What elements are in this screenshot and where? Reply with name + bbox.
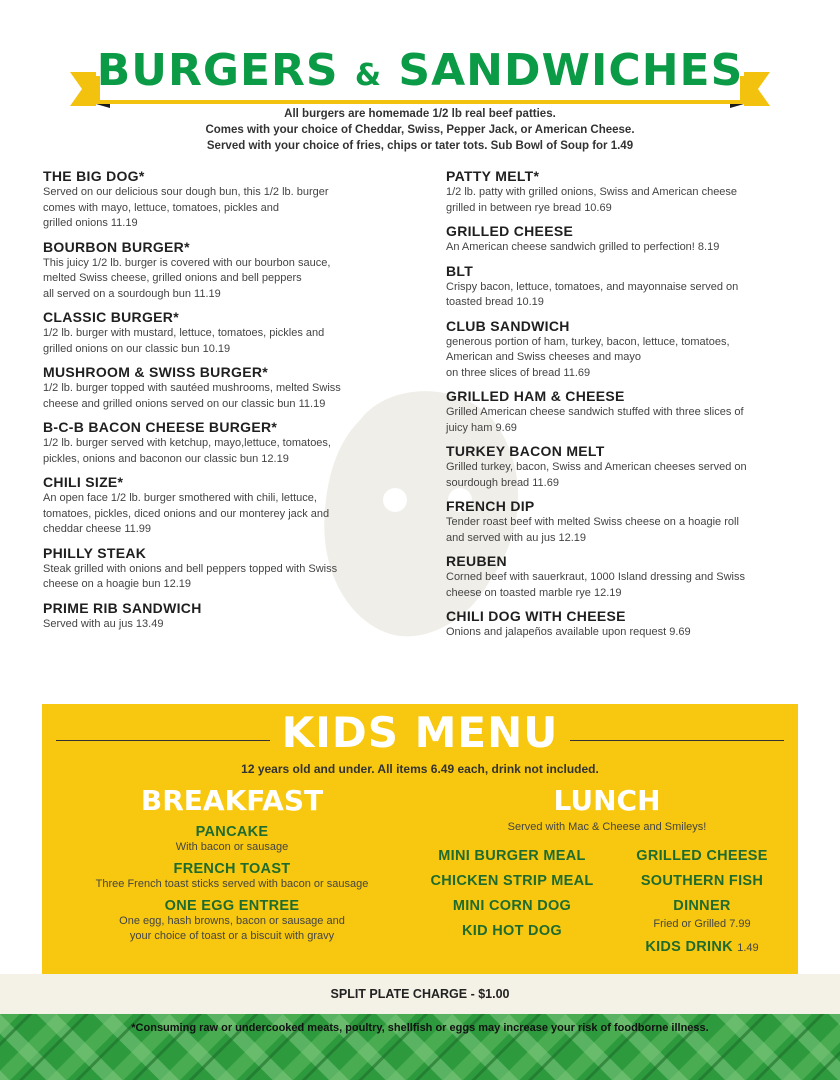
kids-menu-subtitle: 12 years old and under. All items 6.49 each, drink not included.: [241, 762, 599, 776]
lunch-title: LUNCH: [553, 784, 661, 817]
menu-item-description: Served on our delicious sour dough bun, this 1/2 lb. burger comes with mayo, lettuce, tomatoes, pickles and grilled onions 11.19: [43, 186, 329, 229]
menu-item-name: CHILI SIZE*: [43, 474, 124, 490]
menu-item-name: PRIME RIB SANDWICH: [43, 599, 202, 616]
menu-item: [446, 388, 796, 436]
kids-item-name: FRENCH TOAST: [173, 861, 291, 877]
menu-item: [43, 168, 413, 232]
kids-item-name: MINI CORN DOG: [452, 898, 572, 914]
menu-item-description: generous portion of ham, turkey, bacon, lettuce, tomatoes, American and Swiss cheeses and mayo on three slices of bread 11.69: [446, 335, 730, 379]
kids-drink-price: 1.49: [737, 942, 759, 954]
title-word-sandwiches: SANDWICHES: [398, 45, 744, 96]
menu-item-name: CLASSIC BURGER*: [43, 309, 179, 325]
menu-item: [43, 419, 413, 467]
menu-item-name: CHILI DOG WITH CHEESE: [446, 608, 626, 624]
menu-column-right: [446, 168, 796, 648]
menu-column-left: [43, 168, 413, 639]
menu-item-name: CLUB SANDWICH: [446, 317, 570, 334]
intro-text: [0, 106, 840, 154]
breakfast-list: [72, 824, 392, 950]
menu-item-name: TURKEY BACON MELT: [446, 443, 605, 459]
menu-item: [446, 498, 796, 546]
kids-item-name: KID HOT DOG: [462, 923, 562, 939]
menu-item-name: THE BIG DOG*: [43, 168, 145, 184]
menu-item-name: FRENCH DIP: [446, 498, 535, 514]
menu-item-description: Tender roast beef with melted Swiss cheese on a hoagie roll and served with au jus 12.19: [446, 516, 739, 544]
menu-item: [446, 223, 796, 256]
menu-item-name: PATTY MELT*: [446, 168, 540, 184]
kids-menu-panel: [42, 704, 798, 974]
kids-menu-title: KIDS MENU: [281, 708, 559, 757]
lunch-subtitle: Served with Mac & Cheese and Smileys!: [507, 821, 707, 833]
kids-item-note: Fried or Grilled 7.99: [653, 918, 751, 930]
food-safety-disclaimer: *Consuming raw or undercooked meats, poultry, shellfish or eggs may increase your risk of foodborne illness.: [131, 1022, 709, 1034]
menu-item-description: Grilled turkey, bacon, Swiss and American cheeses served on sourdough bread 11.69: [446, 461, 747, 489]
menu-item: [43, 474, 413, 538]
menu-item-name: GRILLED CHEESE: [446, 223, 574, 239]
menu-item-name: REUBEN: [446, 553, 507, 569]
menu-item-description: An American cheese sandwich grilled to perfection! 8.19: [446, 241, 720, 253]
menu-item: [446, 318, 796, 382]
menu-item: [43, 600, 413, 633]
kids-item-description: Three French toast sticks served with bacon or sausage: [95, 878, 369, 890]
menu-item: [446, 553, 796, 601]
menu-item-description: 1/2 lb. burger topped with sautéed mushrooms, melted Swiss cheese and grilled onions served on our classic bun 11.19: [43, 382, 341, 410]
menu-item-description: Onions and jalapeños available upon request 9.69: [446, 626, 691, 638]
kids-item-name: PANCAKE: [195, 824, 269, 840]
intro-line: All burgers are homemade 1/2 lb real beef patties.: [284, 108, 556, 120]
menu-item: [43, 364, 413, 412]
kids-item-name: ONE EGG ENTREE: [164, 898, 300, 914]
menu-item: [446, 443, 796, 491]
lunch-column-1: [427, 844, 597, 944]
menu-item-description: 1/2 lb. burger served with ketchup, mayo,lettuce, tomatoes, pickles, onions and baconon our classic bun 12.19: [43, 437, 331, 465]
menu-item-name: BOURBON BURGER*: [43, 238, 190, 255]
menu-item-name: BLT: [446, 262, 474, 279]
breakfast-title: BREAKFAST: [140, 784, 324, 817]
menu-item-description: Grilled American cheese sandwich stuffed with three slices of juicy ham 9.69: [446, 406, 744, 434]
menu-item-name: MUSHROOM & SWISS BURGER*: [43, 364, 268, 380]
intro-line: Comes with your choice of Cheddar, Swiss, Pepper Jack, or American Cheese.: [205, 124, 635, 136]
title-ampersand: &: [354, 58, 383, 93]
menu-item: [43, 239, 413, 303]
kids-item-name: CHICKEN STRIP MEAL: [430, 873, 594, 889]
menu-item-description: Served with au jus 13.49: [43, 617, 164, 630]
split-plate-charge: SPLIT PLATE CHARGE - $1.00: [330, 987, 510, 1001]
menu-item-name: PHILLY STEAK: [43, 544, 147, 561]
kids-item-description: With bacon or sausage: [175, 841, 289, 853]
kids-item-name: MINI BURGER MEAL: [438, 848, 586, 864]
menu-item-description: An open face 1/2 lb. burger smothered with chili, lettuce, tomatoes, pickles, diced onions and our monterey jack and cheddar cheese 11.99: [43, 492, 330, 535]
menu-item: [446, 608, 796, 641]
kids-item-name: SOUTHERN FISH DINNER: [640, 873, 764, 914]
menu-item-name: GRILLED HAM & CHEESE: [446, 388, 625, 404]
menu-item-description: Steak grilled with onions and bell peppers topped with Swiss cheese on a hoagie bun 12.19: [43, 562, 338, 590]
title-word-burgers: BURGERS: [96, 45, 339, 96]
menu-item: [43, 545, 413, 593]
menu-item-description: Crispy bacon, lettuce, tomatoes, and mayonnaise served on toasted bread 10.19: [446, 280, 739, 308]
menu-item: [43, 309, 413, 357]
menu-item-description: Corned beef with sauerkraut, 1000 Island dressing and Swiss cheese on toasted marble rye 12.19: [446, 571, 746, 599]
kids-item-name: KIDS DRINK 1.49: [645, 939, 759, 955]
kids-item-name: GRILLED CHEESE: [636, 848, 768, 864]
menu-item-name: B-C-B BACON CHEESE BURGER*: [43, 419, 278, 435]
lunch-column-2: [612, 844, 792, 961]
menu-item-description: 1/2 lb. burger with mustard, lettuce, tomatoes, pickles and grilled onions on our classic bun 10.19: [43, 327, 325, 355]
menu-item-description: This juicy 1/2 lb. burger is covered with our bourbon sauce, melted Swiss cheese, grilled onions and bell peppers all served on a sourdough bun 11.19: [43, 256, 331, 300]
menu-item: [446, 263, 796, 311]
menu-item-description: 1/2 lb. patty with grilled onions, Swiss and American cheese grilled in between rye bread 10.69: [446, 186, 738, 214]
intro-line: Served with your choice of fries, chips or tater tots. Sub Bowl of Soup for 1.49: [206, 140, 634, 152]
page-title: [0, 46, 840, 101]
kids-item-description: One egg, hash browns, bacon or sausage and your choice of toast or a biscuit with gravy: [119, 915, 345, 942]
menu-item: [446, 168, 796, 216]
